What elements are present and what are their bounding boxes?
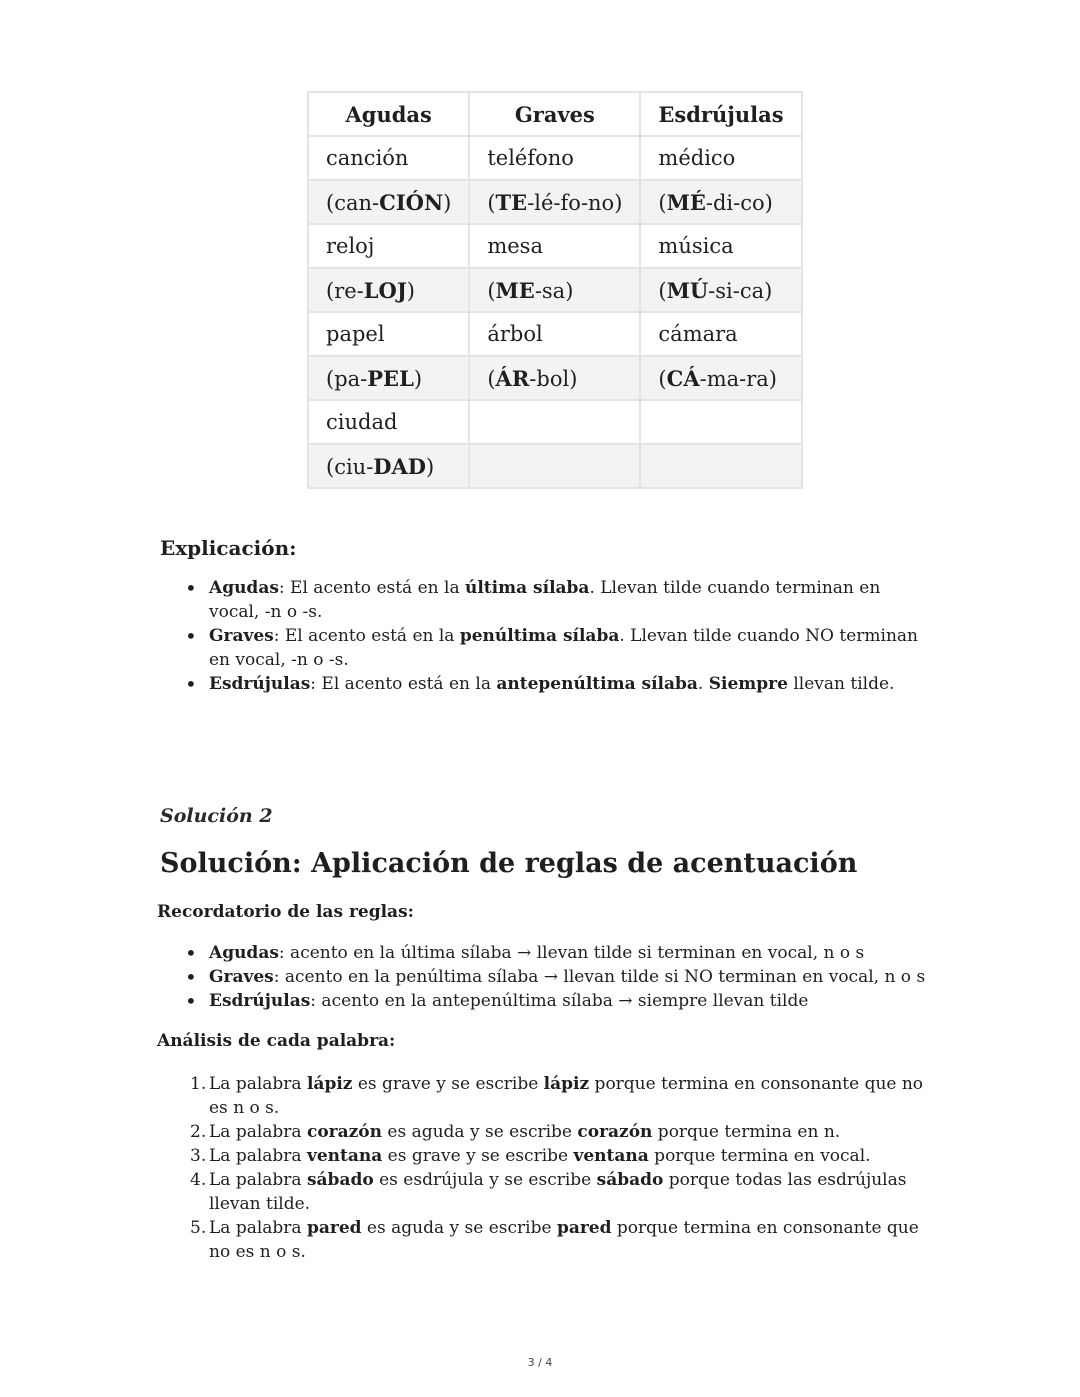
table-body — [308, 136, 802, 488]
table-cell: (pa-PEL) — [308, 356, 469, 400]
table-row — [308, 312, 802, 356]
table-cell — [469, 400, 640, 444]
header-esdrujulas: Esdrújulas — [640, 92, 801, 136]
table-cell: (can-CIÓN) — [308, 180, 469, 224]
solution-title: Solución: Aplicación de reglas de acentuación — [160, 848, 858, 879]
analisis-item: 1. La palabra lápiz es grave y se escribe lápiz porque termina en consonante que no es n o s. — [190, 1074, 924, 1118]
explicacion-item-agudas: • Agudas: El acento está en la última sílaba. Llevan tilde cuando terminan en vocal, -n o -s. — [209, 576, 929, 624]
reglas-list — [209, 941, 929, 1013]
table-cell: teléfono — [469, 136, 640, 180]
regla-item-graves: • Graves: acento en la penúltima sílaba → llevan tilde si NO terminan en vocal, n o s — [209, 965, 929, 989]
table-row — [308, 224, 802, 268]
table-row — [308, 356, 802, 400]
table-cell: (CÁ-ma-ra) — [640, 356, 801, 400]
table-cell: (TE-lé-fo-no) — [469, 180, 640, 224]
table-cell — [640, 444, 801, 488]
recordatorio-heading: Recordatorio de las reglas: — [157, 902, 414, 922]
table-row — [308, 400, 802, 444]
analisis-item: 5. La palabra pared es aguda y se escribe pared porque termina en consonante que no es n o s. — [190, 1218, 919, 1262]
regla-item-agudas: • Agudas: acento en la última sílaba → llevan tilde si terminan en vocal, n o s — [209, 941, 929, 965]
header-graves: Graves — [469, 92, 640, 136]
page-number: 3 / 4 — [527, 1356, 553, 1369]
explicacion-heading: Explicación: — [160, 536, 297, 560]
table-cell — [640, 400, 801, 444]
table-cell: cámara — [640, 312, 801, 356]
table-cell: árbol — [469, 312, 640, 356]
header-agudas: Agudas — [308, 92, 469, 136]
table-cell: papel — [308, 312, 469, 356]
regla-item-esdrujulas: • Esdrújulas: acento en la antepenúltima sílaba → siempre llevan tilde — [209, 989, 929, 1013]
table-cell: mesa — [469, 224, 640, 268]
table-cell: (MÉ-di-co) — [640, 180, 801, 224]
accent-table — [307, 91, 803, 489]
explicacion-item-esdrujulas: • Esdrújulas: El acento está en la antepenúltima sílaba. Siempre llevan tilde. — [209, 672, 929, 696]
table-row — [308, 136, 802, 180]
table-cell: médico — [640, 136, 801, 180]
table-cell: ciudad — [308, 400, 469, 444]
table-cell: música — [640, 224, 801, 268]
table-cell: reloj — [308, 224, 469, 268]
table-cell — [469, 444, 640, 488]
table-cell: (MÚ-si-ca) — [640, 268, 801, 312]
table-cell: canción — [308, 136, 469, 180]
analisis-item: 4. La palabra sábado es esdrújula y se escribe sábado porque todas las esdrújulas llevan tilde. — [190, 1170, 907, 1214]
analisis-item: 3. La palabra ventana es grave y se escribe ventana porque termina en vocal. — [190, 1146, 871, 1166]
table-row — [308, 444, 802, 488]
table-cell: (ÁR-bol) — [469, 356, 640, 400]
table-row — [308, 180, 802, 224]
table-cell: (ME-sa) — [469, 268, 640, 312]
analisis-list — [190, 1072, 929, 1264]
explicacion-list — [209, 576, 929, 696]
analisis-item: 2. La palabra corazón es aguda y se escribe corazón porque termina en n. — [190, 1122, 841, 1142]
table-header-row — [308, 92, 802, 136]
table-cell: (ciu-DAD) — [308, 444, 469, 488]
table-row — [308, 268, 802, 312]
solution-label: Solución 2 — [160, 805, 273, 827]
table-cell: (re-LOJ) — [308, 268, 469, 312]
explicacion-item-graves: • Graves: El acento está en la penúltima sílaba. Llevan tilde cuando NO terminan en vocal, -n o -s. — [209, 624, 929, 672]
analisis-heading: Análisis de cada palabra: — [157, 1031, 396, 1051]
